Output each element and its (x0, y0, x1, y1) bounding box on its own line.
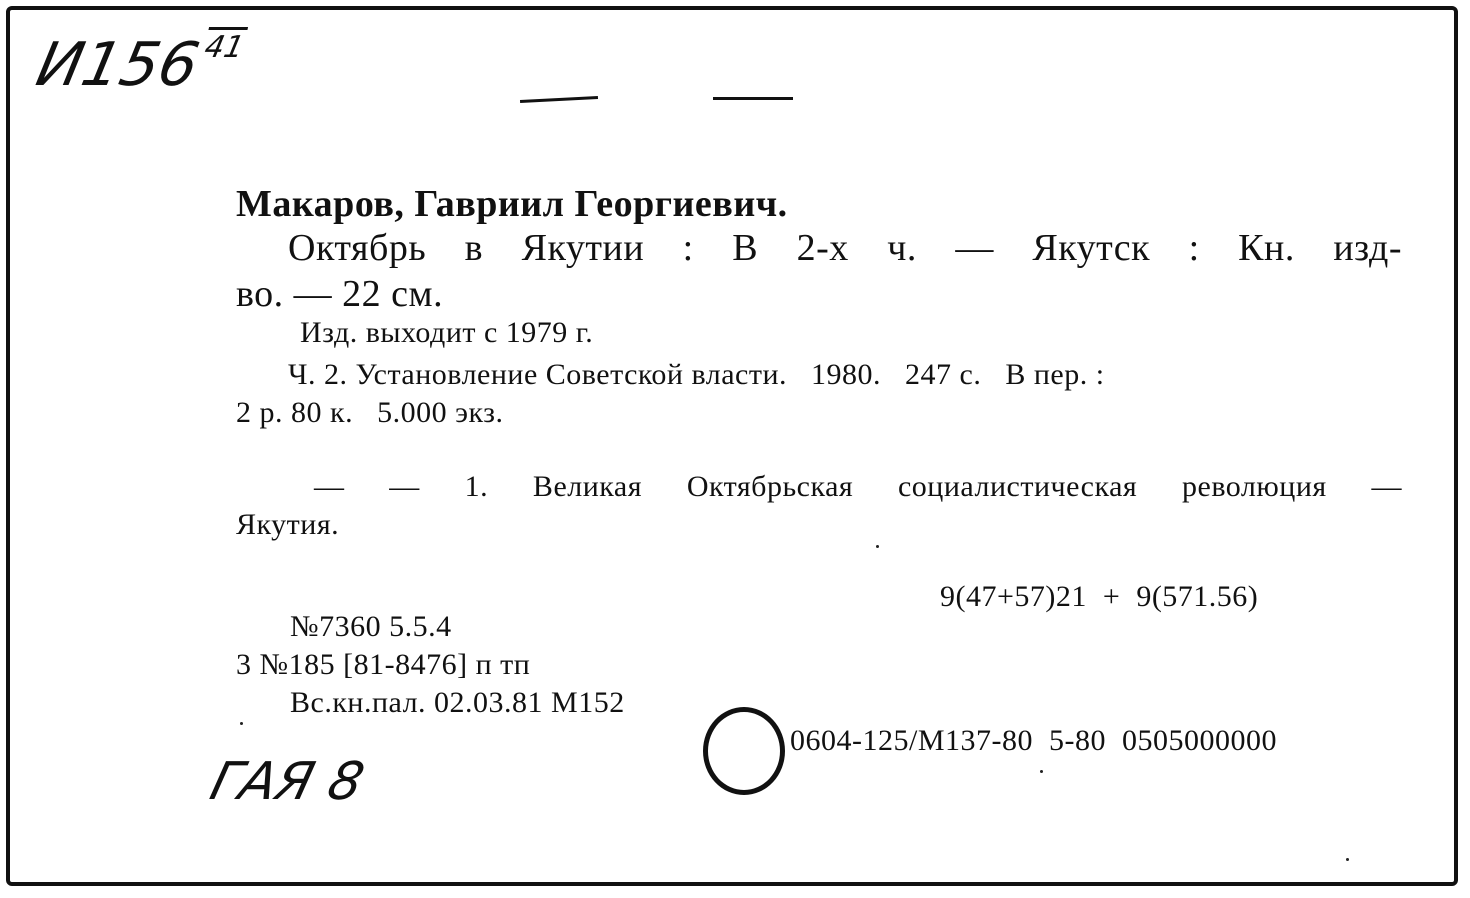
title-line-2: во. — 22 см. (236, 273, 444, 315)
classification-index: 9(47+57)21 + 9(571.56) (940, 580, 1259, 613)
part-line-2: 2 р. 80 к. 5.000 экз. (236, 396, 504, 429)
shelfmark-superscript: 41 (201, 27, 247, 65)
punch-hole (703, 707, 785, 795)
book-chamber-line: Вс.кн.пал. 02.03.81 М152 (290, 686, 625, 719)
scan-speck (240, 722, 243, 725)
title-line-1: Октябрь в Якутии : В 2-х ч. — Якутск : Кн. изд- (288, 227, 1402, 269)
handwritten-shelfmark (31, 30, 247, 100)
print-info: 3 №185 [81-8476] п тп (236, 648, 531, 681)
part-line-1: Ч. 2. Установление Советской власти. 1980. 247 с. В пер. : (288, 358, 1105, 391)
shelfmark-number: И156 (30, 30, 205, 100)
scan-speck (1040, 770, 1043, 773)
subject-line-1: — — 1. Великая Октябрьская социалистическая революция — (314, 470, 1402, 503)
subject-line-2: Якутия. (236, 508, 340, 541)
scan-speck (876, 545, 879, 548)
scan-speck (1346, 858, 1349, 861)
publication-note: Изд. выходит с 1979 г. (300, 316, 594, 349)
author-heading: Макаров, Гавриил Георгиевич. (236, 183, 788, 225)
handwritten-bottom-note: ГАЯ 8 (204, 752, 370, 812)
publisher-code: 0604-125/М137-80 5-80 0505000000 (790, 724, 1277, 757)
order-number: №7360 5.5.4 (290, 610, 452, 643)
top-dash-right (713, 97, 793, 100)
